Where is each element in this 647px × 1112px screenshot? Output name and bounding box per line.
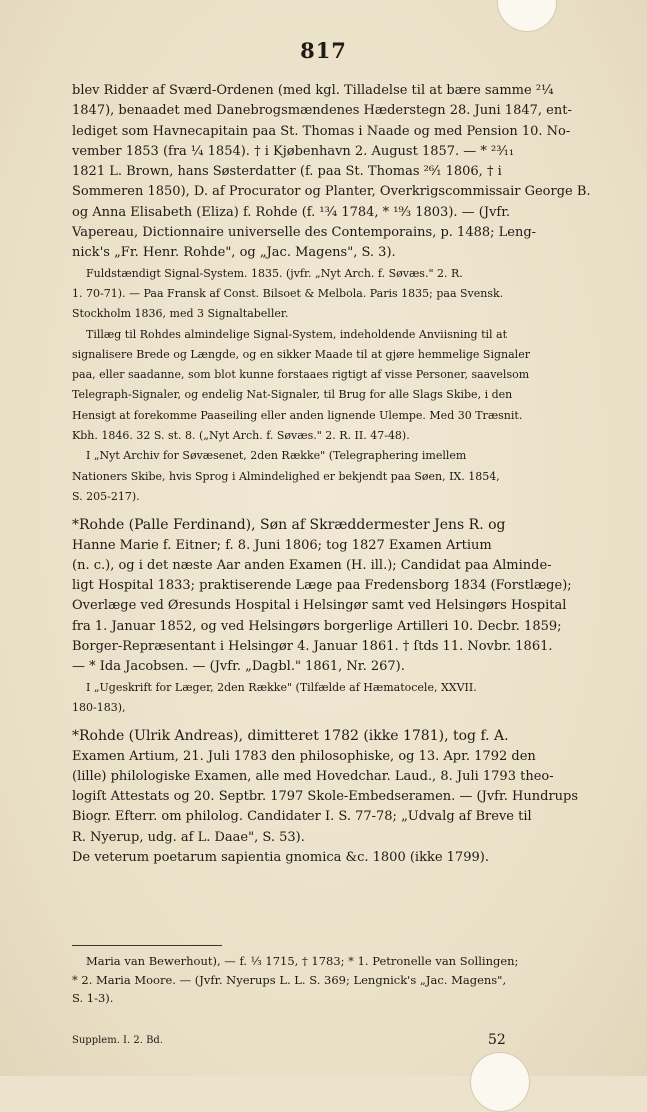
text-line: Sommeren 1850), D. af Procurator og Planter, Overkrigscommissair George B. — [72, 184, 591, 200]
main-text — [72, 81, 595, 868]
text-line: lediget som Havnecapitain paa St. Thomas i Naade og med Pension 10. No- — [72, 123, 571, 139]
page-number: 817 — [300, 38, 347, 63]
bibliography-line: 1. 70-71). — Paa Fransk af Const. Bilsoet & Melbola. Paris 1835; paa Svensk. — [72, 286, 504, 300]
bibliography-line: Kbh. 1846. 32 S. st. 8. („Nyt Arch. f. Søvæs." 2. R. II. 47-48). — [72, 429, 410, 443]
text-line: nick's „Fr. Henr. Rohde", og „Jac. Magens", S. 3). — [72, 245, 396, 261]
text-line: Examen Artium, 21. Juli 1783 den philosophiske, og 13. Apr. 1792 den — [72, 748, 536, 764]
text-line: ligt Hospital 1833; praktiserende Læge paa Fredensborg 1834 (Forstlæge); — [72, 578, 572, 594]
bibliography-line: Fuldstændigt Signal-System. 1835. (jvfr. „Nyt Arch. f. Søvæs." 2. R. — [86, 266, 463, 280]
footnote-line: Maria van Bewerhout), — f. ⅓ 1715, † 1783; * 1. Petronelle van Sollingen; — [86, 954, 519, 968]
bibliography-line: Stockholm 1836, med 3 Signaltabeller. — [72, 307, 289, 321]
text-line: 1821 L. Brown, hans Søsterdatter (f. paa St. Thomas ²⁶⁄₁ 1806, † i — [72, 164, 502, 180]
footnote-line: * 2. Maria Moore. — (Jvfr. Nyerups L. L. S. 369; Lengnick's „Jac. Magens", — [72, 972, 507, 987]
punch-hole-bottom — [470, 1052, 530, 1112]
text-line: vember 1853 (fra ¼ 1854). † i Kjøbenhavn 2. August 1857. — * ²³⁄₁₁ — [72, 143, 515, 159]
text-line: (lille) philologiske Examen, alle med Hovedchar. Laud., 8. Juli 1793 theo- — [72, 768, 554, 784]
text-line: blev Ridder af Sværd-Ordenen (med kgl. Tilladelse til at bære samme ²¹⁄₄ — [72, 83, 554, 98]
text-line: Biogr. Efterr. om philolog. Candidater I. S. 77-78; „Udvalg af Breve til — [72, 809, 532, 825]
footnote — [72, 952, 595, 1008]
text-line: 1847), benaadet med Danebrogsmændenes Hæderstegn 28. Juni 1847, ent- — [72, 103, 572, 119]
bibliography-line: Hensigt at forekomme Paaseiling eller anden lignende Ulempe. Med 30 Træsnit. — [72, 408, 523, 422]
text-line: og Anna Elisabeth (Eliza) f. Rohde (f. ¹³⁄₄ 1784, * ¹⁹⁄₃ 1803). — (Jvfr. — [72, 204, 511, 220]
bibliography-line: Telegraph-Signaler, og endelig Nat-Signaler, til Brug for alle Slags Skibe, i den — [72, 388, 513, 402]
bibliography-line: Nationers Skibe, hvis Sprog i Almindelighed er bekjendt paa Søen, IX. 1854, — [72, 469, 500, 483]
bibliography-line: paa, eller saadanne, som blot kunne forstaaes rigtigt af visse Personer, saavelsom — [72, 368, 530, 382]
text-line: De veterum poetarum sapientia gnomica &c. 1800 (ikke 1799). — [72, 849, 489, 865]
text-line: logiſt Attestats og 20. Septbr. 1797 Skole-Embedseramen. — (Jvfr. Hundrups — [72, 789, 579, 805]
punch-hole-top — [497, 0, 557, 32]
text-line: Overlæge ved Øresunds Hospital i Helsingør samt ved Helsingørs Hospital — [72, 598, 567, 614]
text-line: R. Nyerup, udg. af L. Daae", S. 53). — [72, 829, 305, 845]
bibliography-line: I „Nyt Archiv for Søvæsenet, 2den Række" (Telegraphering imellem — [86, 449, 467, 463]
sheet-number: 52 — [488, 1032, 506, 1048]
footnote-line: S. 1-3). — [72, 991, 114, 1005]
entry-heading-palle-rohde: *Rohde (Palle Ferdinand), Søn af Skræddermester Jens R. og — [72, 517, 506, 534]
text-line: (n. c.), og i det næste Aar anden Examen (H. ill.); Candidat paa Alminde- — [72, 557, 552, 573]
text-line: fra 1. Januar 1852, og ved Helsingørs borgerlige Artilleri 10. Decbr. 1859; — [72, 618, 562, 634]
text-line: Borger-Repræsentant i Helsingør 4. Januar 1861. † ſtds 11. Novbr. 1861. — [72, 639, 553, 655]
printer-signature: Supplem. I. 2. Bd. — [72, 1035, 164, 1046]
footnote-divider — [72, 945, 222, 946]
text-line: Hanne Marie f. Eitner; f. 8. Juni 1806; tog 1827 Examen Artium — [72, 537, 492, 553]
bibliography-line: signalisere Brede og Længde, og en sikker Maade til at gjøre hemmelige Signaler — [72, 347, 530, 361]
bibliography-line: 180-183), — [72, 700, 126, 714]
entry-heading-ulrik-rohde: *Rohde (Ulrik Andreas), dimitteret 1782 (ikke 1781), tog f. A. — [72, 728, 509, 745]
bibliography-line: Tillæg til Rohdes almindelige Signal-System, indeholdende Anviisning til at — [86, 327, 508, 341]
text-line: Vapereau, Dictionnaire universelle des Contemporains, p. 1488; Leng- — [72, 225, 537, 241]
bibliography-line: I „Ugeskrift for Læger, 2den Række" (Tilfælde af Hæmatocele, XXVII. — [86, 680, 477, 694]
bibliography-line: S. 205-217). — [72, 489, 140, 503]
text-line: — * Ida Jacobsen. — (Jvfr. „Dagbl." 1861, Nr. 267). — [72, 659, 405, 675]
